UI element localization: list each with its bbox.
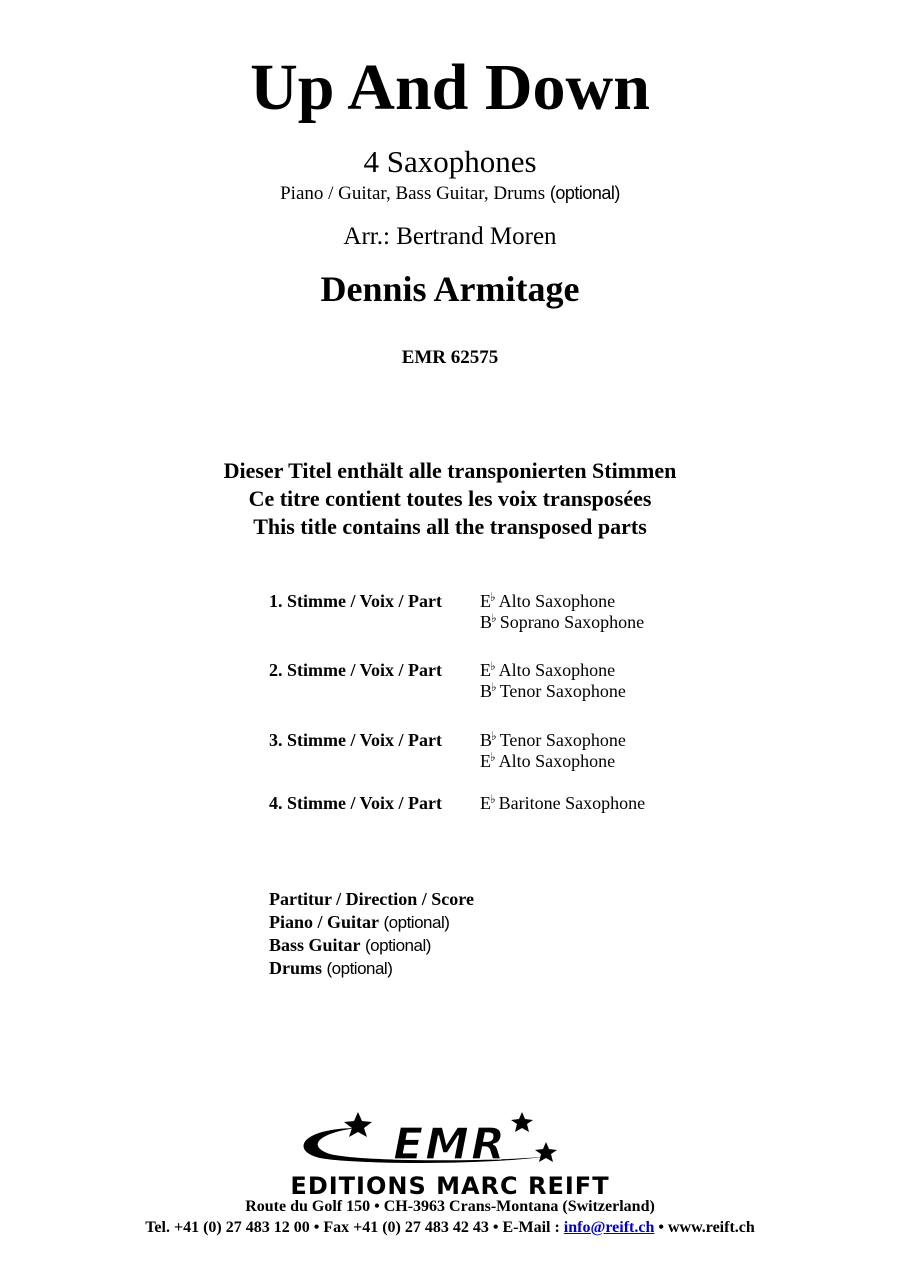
composer: Dennis Armitage — [320, 269, 580, 309]
additional-part-note: (optional) — [365, 936, 431, 955]
instrument-key: E — [480, 793, 491, 813]
logo-publisher-name: EDITIONS MARC REIFT — [290, 1172, 610, 1200]
transposition-note-en: This title contains all the transposed parts — [253, 514, 647, 539]
instrument — [480, 661, 769, 682]
additional-part-score — [269, 888, 474, 911]
additional-part-name: Drums — [269, 958, 322, 978]
additional-part-name: Bass Guitar — [269, 935, 361, 955]
additional-part-name: Piano / Guitar — [269, 912, 380, 932]
additional-part-note: (optional) — [383, 913, 450, 932]
instrument — [480, 794, 769, 815]
part-4 — [269, 794, 769, 815]
email-link[interactable]: info@reift.ch — [563, 1219, 655, 1236]
instrument-key: B — [480, 730, 493, 750]
instrument — [480, 613, 769, 634]
part-label: 4. Stimme / Voix / Part — [269, 793, 442, 813]
instrument-key: B — [480, 681, 493, 701]
accompaniment-optional: (optional) — [549, 183, 620, 203]
instrument-key: E — [480, 591, 491, 611]
flat-symbol: ♭ — [491, 729, 497, 743]
arranger: Arr.: Bertrand Moren — [343, 223, 557, 250]
instrument-name: Soprano Saxophone — [499, 612, 645, 632]
publisher-logo — [250, 1106, 650, 1206]
flat-symbol: ♭ — [490, 750, 496, 764]
instrument-name: Baritone Saxophone — [498, 793, 646, 813]
transposition-note-fr: Ce titre contient toutes les voix transposées — [248, 486, 652, 511]
flat-symbol: ♭ — [490, 590, 496, 604]
page-title: Up And Down — [250, 51, 650, 124]
publisher-address: Route du Golf 150 • CH-3963 Crans-Montana (Switzerland) — [245, 1198, 655, 1215]
star-icon — [344, 1112, 372, 1137]
part-instruments — [480, 661, 769, 703]
instrument-key: E — [480, 660, 491, 680]
part-instruments — [480, 592, 769, 634]
publisher-contact — [0, 1218, 900, 1238]
instrument-key: B — [480, 612, 493, 632]
part-label: 3. Stimme / Voix / Part — [269, 730, 442, 750]
additional-part-note: (optional) — [326, 959, 393, 978]
instrumentation: 4 Saxophones — [363, 144, 537, 179]
instrument — [480, 752, 769, 773]
contact-website: • www.reift.ch — [654, 1219, 755, 1236]
instrument-name: Tenor Saxophone — [499, 681, 626, 701]
flat-symbol: ♭ — [491, 611, 497, 625]
parts-list — [269, 592, 769, 815]
accompaniment — [0, 181, 900, 206]
instrument-name: Alto Saxophone — [498, 751, 616, 771]
instrument — [480, 682, 769, 703]
instrument-key: E — [480, 751, 491, 771]
part-1 — [269, 592, 769, 661]
part-label: 2. Stimme / Voix / Part — [269, 660, 442, 680]
additional-part-bass — [269, 934, 474, 957]
instrument-name: Alto Saxophone — [498, 591, 616, 611]
star-icon — [535, 1142, 557, 1162]
star-icon — [511, 1112, 533, 1132]
additional-part-drums — [269, 957, 474, 980]
catalog-number: EMR 62575 — [401, 347, 499, 368]
part-instruments — [480, 731, 769, 773]
flat-symbol: ♭ — [490, 792, 496, 806]
logo-emr-text: EMR — [393, 1119, 507, 1170]
part-label: 1. Stimme / Voix / Part — [269, 591, 442, 611]
part-2 — [269, 661, 769, 731]
instrument — [480, 592, 769, 613]
additional-parts — [269, 888, 474, 980]
accompaniment-text: Piano / Guitar, Bass Guitar, Drums — [280, 183, 546, 204]
flat-symbol: ♭ — [490, 659, 496, 673]
transposition-note — [0, 457, 900, 541]
part-3 — [269, 731, 769, 794]
part-instruments — [480, 794, 769, 815]
instrument — [480, 731, 769, 752]
instrument-name: Alto Saxophone — [498, 660, 616, 680]
transposition-note-de: Dieser Titel enthält alle transponierten Stimmen — [223, 458, 677, 483]
flat-symbol: ♭ — [491, 680, 497, 694]
contact-phone-fax: Tel. +41 (0) 27 483 12 00 • Fax +41 (0) 27 483 42 43 • E-Mail : — [145, 1219, 564, 1236]
instrument-name: Tenor Saxophone — [499, 730, 626, 750]
additional-part-name: Partitur / Direction / Score — [269, 889, 474, 909]
additional-part-piano — [269, 911, 474, 934]
